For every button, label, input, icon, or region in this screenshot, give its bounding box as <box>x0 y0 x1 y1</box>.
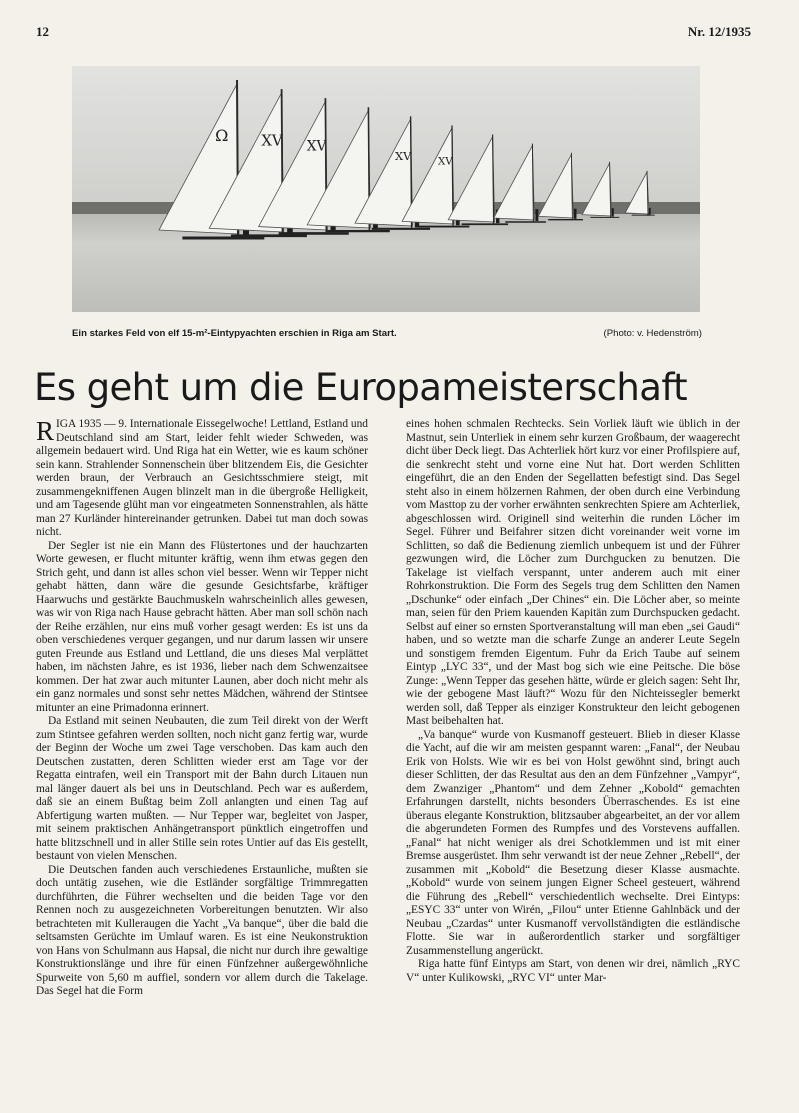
crew-figure <box>535 209 538 221</box>
sail-mark: XV <box>261 132 283 150</box>
paragraph: „Va banque“ wurde von Kusmanoff gesteuert. Blieb in dieser Klasse die Yacht, auf die wir am meisten gespannt waren: „Fanal“, der Neubau Erik von Holsts. Wie wir es bei von Holst gewöhnt sind, bringt auch dieser Schlitten, der das Resultat aus den an dem Fünfzehner „Vampyr“, dem Zwanziger „Phantom“ und dem Zehner „Kobold“ gemachten Erfahrungen darstellt, nichts besonders Überraschendes. Es ist eine überaus elegante Konstruktion, blitzsauber abgearbeitet, an der vor allem die abgerundeten Formen des Rumpfes und des Vorstevens auffallen. „Fanal“ hat nicht weniger als drei Schotklemmen und ist mit einer Bremse ausgerüstet. Ihm sehr verwandt ist der neue Zehner „Rebell“, der zusammen mit „Kobold“ die Besetzung dieser Klasse ausmachte. „Kobold“ wurde von seinem jungen Eigner Scheel gesteuert, während die Führung des „Rebell“ verschiedentlich wechselte. Drei Eintyps: „ESYC 33“ unter von Wirén, „Filou“ unter Etienne Gahlnbäck und der Neubau „Czardas“ unter Kusmanoff vervollständigten die estländische Flotte. Sie war in außerordentlich starker und sorgfältiger Zusammenstellung angerückt. <box>406 728 740 957</box>
photo-credit: (Photo: v. Hedenström) <box>603 328 702 339</box>
paragraph: eines hohen schmalen Rechtecks. Sein Vorliek läuft wie üblich in der Mastnut, sein Unterliek in einem sehr kurzen Großbaum, der waagerecht dicht über Deck liegt. Das Achterliek hört kurz vor einer Profilspiere auf, die senkrecht steht und vorne eine Nut hat. Dort werden Schlitten eingeführt, die an den Enden der Segellatten befestigt sind. Das Segel steht also in einem hölzernen Rahmen, der oben durch eine Verbindung vom Masttop zu der vorher erwähnten senkrechten Spiere am Achterliek, abgeschlossen wird. Originell sind weiterhin die runden Löcher im Segel. Führer und Beifahrer sitzen dicht voreinander weit vorne im Schlitten, so daß die Bedienung ziemlich unbequem ist und der Führer gezwungen wird, die Löcher zum Durchgucken zu benutzen. Die Takelage ist vielfach verspannt, unter anderem auch mit einer Rohrkonstruktion. Die Form des Segels trug dem Schlitten den Namen „Dschunke“ oder einfach „Der Chines“ ein. Die Löcher aber, so meinte man, seien für den Priem kauenden Kapitän zum Durchspucken gedacht. Selbst auf einer so ernsten Sportveranstaltung will man eben „sei Gaudi“ haben, und so wetzte man die scharfe Zunge an anderer Leute Segeln und sonstigem fremden Eigentum. Fuhr da Erich Taube auf seinem Eintyp „LYC 33“, und der Mast bog sich wie eine Peitsche. Die böse Zunge: „Wenn Tepper das gesehen hätte, würde er gleich sagen: Seht Ihr, wie der gebogene Mast läuft?“ Wozu für den Nichteissegler bemerkt werden soll, daß Tepper als einziger Konstrukteur den leicht gebogenen Mast beibehalten hat. <box>406 418 740 727</box>
crew-figure <box>649 208 651 215</box>
article-headline: Es geht um die Europameisterschaft <box>34 366 688 409</box>
paragraph: Die Deutschen fanden auch verschiedenes Erstaunliche, mußten sie doch untätig zusehen, wie die Estländer sorgfältige Trimmregatten durchführten, die Führer wechselten und die beiden Tage vor den Rennen noch zu ausgezeichneten Vorbereitungen benutzten. Wir also betrachteten mit Kulleraugen die Yacht „Va banque“, über die bald die seltsamsten Gerüchte im Umlauf waren. Es ist eine Neukonstruktion von Hans von Schulmann aus Hapsal, die nicht nur durch ihre gewaltige Konstruktionslänge und ihre für einen Fünfzehner außergewöhnliche Spurweite von 5,60 m auffiel, sondern vor allem durch die Takelage. Das Segel hat die Form <box>36 863 368 997</box>
caption-text: Ein starkes Feld von elf 15-m²-Eintypyachten erschien in Riga am Start. <box>72 328 397 339</box>
sail-mark: XV <box>438 155 453 168</box>
photo-caption <box>72 328 702 339</box>
paragraph: Der Segler ist nie ein Mann des Flüstertones und der hauchzarten Worte gewesen, er flucht mitunter kräftig, wenn ihm etwas gegen den Strich geht, und dann ist alles schon viel besser. Wenn wir Tepper nicht gehabt hätten, dann wäre die gesunde Gesichtsfarbe, kräftiger Haarwuchs und gestärkte Bauchmuskeln wahrscheinlich alles gewesen, was wir von Riga nach Hause gebracht hätten. Aber man soll schön nach der Reihe erzählen, nur eins muß vorher gesagt werden: Es ist uns da oben verschiedenes verquer gegangen, und nur darum lassen wir unsere guten Freunde aus Estland und Lettland, die uns dieses Mal verplättet haben, im nächsten Jahre, es ist 1936, lieber nach dem Schwenzaitsee kommen. Der hat zwar auch mitunter Launen, aber doch nicht mehr als ein ganz normales und sonst sehr nettes Mädchen, während der Stintsee mitunter an eine Primadonna erinnert. <box>36 539 368 714</box>
paragraph: Da Estland mit seinen Neubauten, die zum Teil direkt von der Werft zum Stintsee gefahren werden sollten, noch nicht ganz fertig war, wurde der Beginn der Woche um zwei Tage verschoben. Das kam auch den Deutschen zustatten, deren Schlitten wieder erst am Tage vor der Regatta eintrafen, weil ein Transport mit der Bahn durch Litauen nun mal länger dauert als bei uns in Deutschland. Pech war es außerdem, daß sie an einem Bußtag beim Zoll anlangten und einen Tag auf Abfertigung warten mußten. — Nur Tepper war, begleitet von Jasper, mit seinem praktischen Anhängetransport pünktlich eingetroffen und hatte blitzschnell und in aller Stille sein rotes Untier auf das Eis gestellt, bestaunt von vielen Menschen. <box>36 715 368 862</box>
drop-cap: R <box>36 416 55 446</box>
article-column-right <box>406 418 740 985</box>
page-number: 12 <box>36 24 49 39</box>
crew-figure <box>574 209 577 219</box>
sail-mark: XV <box>306 138 327 155</box>
crew-figure <box>612 208 614 216</box>
paragraph: Riga hatte fünf Eintyps am Start, von denen wir drei, nämlich „RYC V“ unter Kulikowski, „RYC VI“ unter Mar- <box>406 958 740 984</box>
paragraph: RIGA 1935 — 9. Internationale Eissegelwoche! Lettland, Estland und Deutschland sind am Start, leider fehlt wieder Schweden, was allgemein bedauert wird. Und Riga hat ein Wetter, wie es kaum schöner sein kann. Strahlender Sonnenschein über blitzendem Eis, die Gesichter werden braun, der Verbrauch an Gesichtsschmiere steigt, mit zusammengekniffenen Augen blinzelt man in die übergroße Helligkeit, und am Tagesende glüht man vor eingeatmeten Sonnenstrahlen, als hätte man 27 Kurländer hintereinander getrunken. Dabei tut man doch sowas nicht. <box>36 416 368 538</box>
sail-mark: Ω <box>215 126 229 145</box>
ice-yachts-photo <box>72 66 700 312</box>
sail-mark: XV <box>395 148 412 163</box>
article-column-left <box>36 418 368 999</box>
issue-number: Nr. 12/1935 <box>687 24 751 39</box>
